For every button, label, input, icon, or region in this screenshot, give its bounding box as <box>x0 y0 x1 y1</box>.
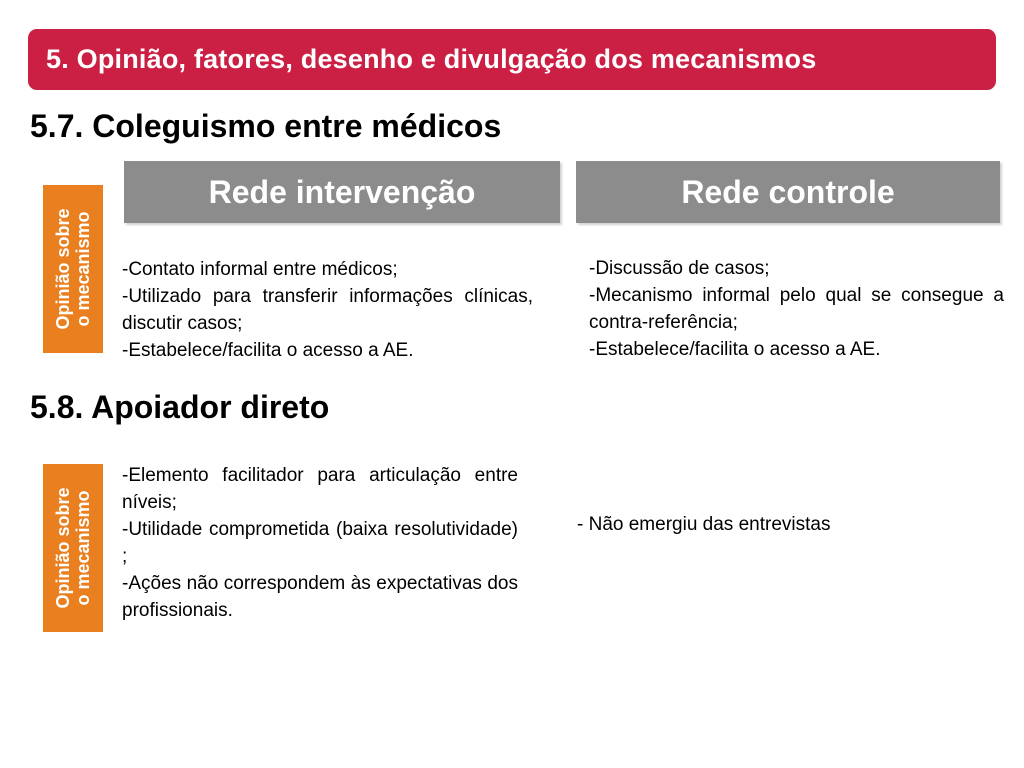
intervention-text-5-7 <box>122 256 533 364</box>
side-label-line2: o mecanismo <box>73 211 93 327</box>
list-item: -Discussão de casos; <box>589 258 770 279</box>
side-label-opiniao-5-7 <box>43 185 103 353</box>
slide-title: 5. Opinião, fatores, desenho e divulgação dos mecanismos <box>46 44 817 74</box>
intervention-text-5-8 <box>122 462 518 624</box>
list-item: -Utilizado para transferir informações clínicas, discutir casos; <box>122 286 533 334</box>
list-item: -Elemento facilitador para articulação entre níveis; <box>122 465 518 513</box>
side-label-line1: Opinião sobre <box>53 208 73 330</box>
side-label-line2: o mecanismo <box>73 490 93 606</box>
list-item: -Mecanismo informal pelo qual se consegue a contra-referência; <box>589 285 1004 333</box>
list-item: -Utilidade comprometida (baixa resolutividade) ; <box>122 519 518 567</box>
control-text-5-8 <box>577 511 997 538</box>
header-rede-controle: Rede controle <box>576 161 1000 223</box>
side-label-line1: Opinião sobre <box>53 487 73 609</box>
list-item: -Contato informal entre médicos; <box>122 259 398 280</box>
list-item: -Estabelece/facilita o acesso a AE. <box>122 340 414 361</box>
control-text-5-7 <box>589 255 1004 363</box>
section-title-5-7: 5.7. Coleguismo entre médicos <box>30 108 502 144</box>
list-item: -Estabelece/facilita o acesso a AE. <box>589 339 881 360</box>
list-item: -Ações não correspondem às expectativas dos profissionais. <box>122 573 518 621</box>
list-item: - Não emergiu das entrevistas <box>577 514 831 535</box>
section-title-5-8: 5.8. Apoiador direto <box>30 389 330 425</box>
header-rede-intervencao: Rede intervenção <box>124 161 560 223</box>
side-label-opiniao-5-8 <box>43 464 103 632</box>
